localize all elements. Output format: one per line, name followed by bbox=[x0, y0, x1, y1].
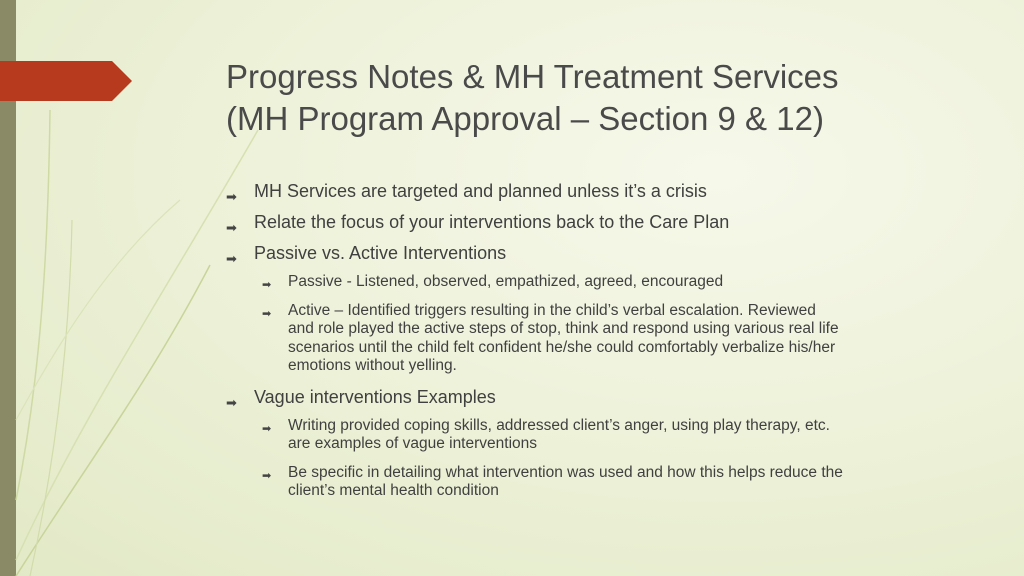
title-line-2: (MH Program Approval – Section 9 & 12) bbox=[226, 100, 824, 137]
arrow-bullet-icon: ➡ bbox=[262, 469, 272, 482]
sub-bullet-text: client’s mental health condition bbox=[288, 482, 499, 499]
sub-bullet-item bbox=[262, 417, 986, 454]
sub-bullet-item bbox=[262, 464, 986, 501]
arrow-bullet-icon: ➡ bbox=[226, 220, 237, 235]
arrow-bullet-icon: ➡ bbox=[262, 307, 272, 320]
arrow-bullet-icon: ➡ bbox=[226, 189, 237, 204]
bullet-item bbox=[226, 386, 986, 409]
sub-bullet-text: Be specific in detailing what intervention was used and how this helps reduce the bbox=[288, 463, 843, 481]
sub-bullet-text: Active – Identified triggers resulting in the child’s verbal escalation. Reviewed bbox=[288, 301, 816, 319]
arrow-bullet-icon: ➡ bbox=[262, 279, 272, 291]
sub-bullet-text: and role played the active steps of stop, think and respond using various real life bbox=[288, 320, 839, 337]
bullet-text: Passive vs. Active Interventions bbox=[254, 243, 507, 263]
bullet-text: Vague interventions Examples bbox=[254, 386, 496, 407]
sub-bullet-text: scenarios until the child felt confident he/she could comfortably verbalize his/her bbox=[288, 338, 836, 356]
bullet-text: Relate the focus of your interventions back to the Care Plan bbox=[254, 212, 730, 232]
slide-title bbox=[226, 56, 1006, 140]
accent-arrow bbox=[0, 61, 132, 101]
arrow-bullet-icon: ➡ bbox=[262, 422, 272, 435]
sub-bullet-item bbox=[262, 273, 986, 292]
bullet-text: MH Services are targeted and planned unless it’s a crisis bbox=[254, 181, 707, 201]
sub-bullet-text: Passive - Listened, observed, empathized, agreed, encouraged bbox=[288, 273, 724, 290]
sub-bullet-text: are examples of vague interventions bbox=[288, 435, 538, 452]
arrow-bullet-icon: ➡ bbox=[226, 394, 237, 410]
sub-bullet-text: emotions without yelling. bbox=[288, 357, 457, 374]
bullet-item bbox=[226, 180, 986, 203]
sub-bullet-text: Writing provided coping skills, addressed client’s anger, using play therapy, etc. bbox=[288, 416, 830, 434]
bullet-item bbox=[226, 211, 986, 234]
sub-bullet-item bbox=[262, 302, 986, 376]
arrow-bullet-icon: ➡ bbox=[226, 251, 237, 266]
bullet-list bbox=[226, 180, 986, 511]
bullet-item bbox=[226, 242, 986, 265]
title-line-1: Progress Notes & MH Treatment Services bbox=[226, 58, 839, 95]
